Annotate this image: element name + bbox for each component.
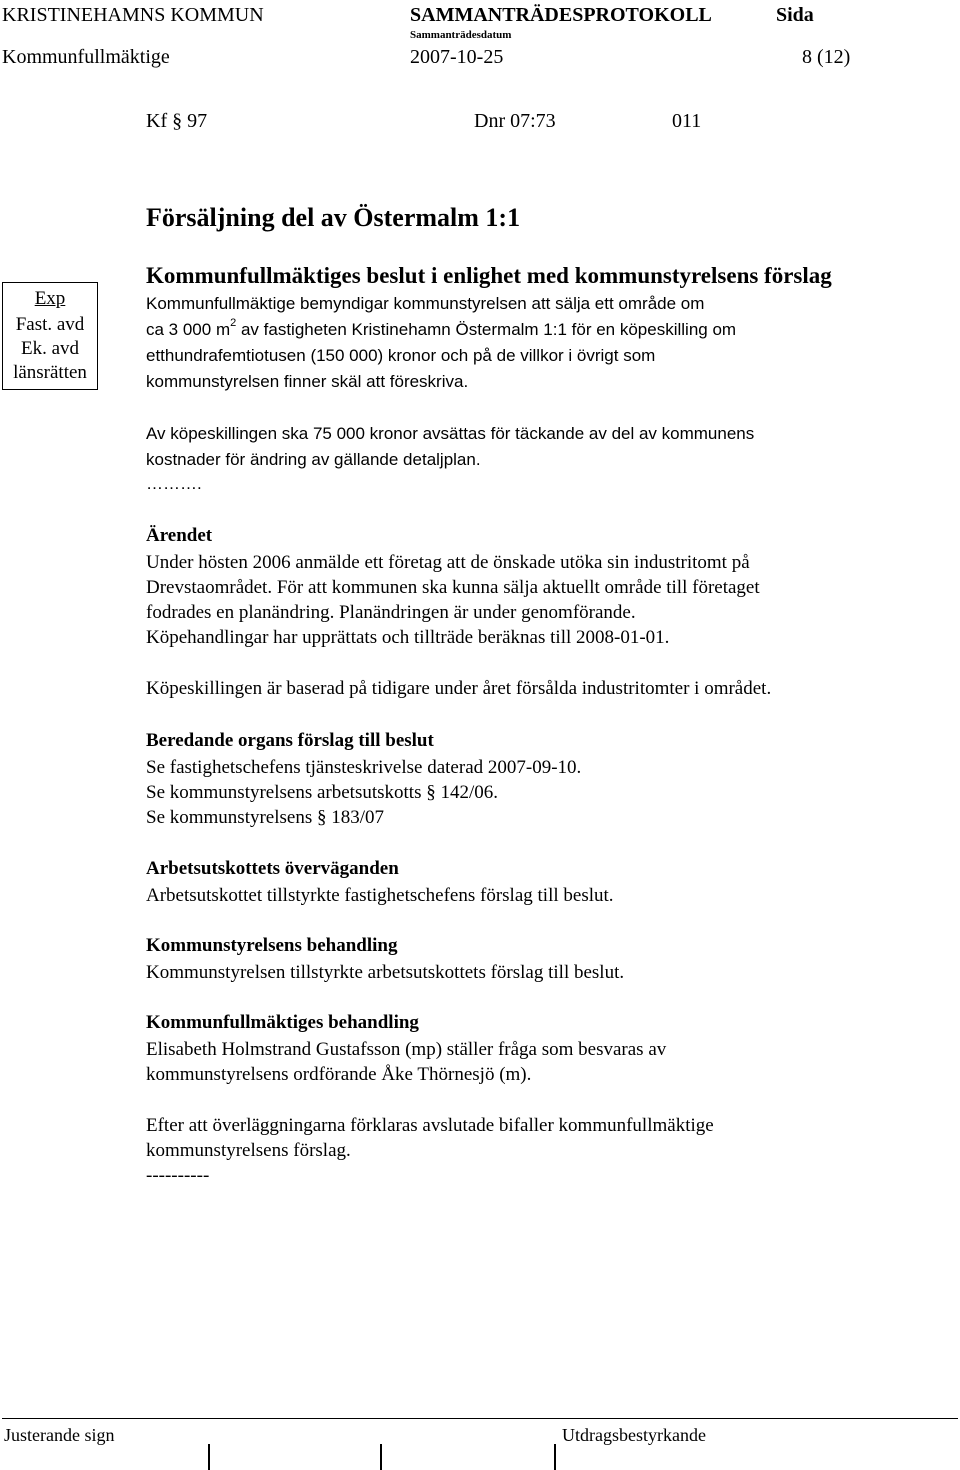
body-text: Se kommunstyrelsens arbetsutskotts § 142/06.	[146, 782, 499, 803]
distribution-item: Fast. avd	[15, 314, 85, 335]
distribution-box	[2, 282, 98, 390]
section-heading: Arbetsutskottets överväganden	[146, 858, 399, 879]
body-text: Elisabeth Holmstrand Gustafsson (mp) ställer fråga som besvaras av	[146, 1039, 667, 1060]
decision-text: kommunstyrelsen finner skäl att föreskriva.	[146, 372, 469, 391]
ellipsis: ……….	[146, 474, 202, 493]
classification-code: 011	[672, 110, 702, 132]
date-label: Sammanträdesdatum	[410, 29, 512, 41]
section-heading: Kommunstyrelsens behandling	[146, 935, 398, 956]
decision-text: ca 3 000 $m^2$ av fastigheten Kristinehamn Östermalm 1:1 för en köpeskilling om	[146, 317, 737, 339]
decision-text: etthundrafemtiotusen (150 000) kronor och på de villkor i övrigt som	[146, 346, 656, 365]
body-text: Under hösten 2006 anmälde ett företag att de önskade utöka sin industritomt på	[146, 552, 750, 573]
certification-label: Utdragsbestyrkande	[562, 1425, 706, 1445]
signature-field-divider	[380, 1444, 382, 1470]
decision-text: kostnader för ändring av gällande detaljplan.	[146, 450, 481, 469]
page-label: Sida	[776, 4, 814, 26]
body-text: fodrades en planändring. Planändringen är under genomförande.	[146, 602, 636, 623]
body-text: Arbetsutskottet tillstyrkte fastighetschefens förslag till beslut.	[146, 885, 614, 906]
decision-heading: Kommunfullmäktiges beslut i enlighet med kommunstyrelsens förslag	[146, 263, 832, 288]
body-text: Se kommunstyrelsens § 183/07	[146, 807, 385, 828]
footer-divider	[2, 1418, 958, 1419]
body-text: Köpeskillingen är baserad på tidigare under året försålda industritomter i området.	[146, 678, 772, 699]
distribution-item: länsrätten	[13, 362, 87, 383]
end-dashes: ----------	[146, 1165, 210, 1186]
signature-label: Justerande sign	[4, 1425, 115, 1445]
section-heading: Ärendet	[146, 525, 213, 546]
meeting-date: 2007-10-25	[410, 46, 504, 68]
body-text: kommunstyrelsens förslag.	[146, 1140, 351, 1161]
signature-field-divider	[554, 1444, 556, 1470]
document-type: SAMMANTRÄDESPROTOKOLL	[410, 4, 712, 26]
signature-field-divider	[208, 1444, 210, 1470]
page-title: Försäljning del av Östermalm 1:1	[146, 203, 521, 232]
body-text: Se fastighetschefens tjänsteskrivelse daterad 2007-09-10.	[146, 757, 582, 778]
municipality-name: KRISTINEHAMNS KOMMUN	[2, 4, 264, 26]
section-heading: Beredande organs förslag till beslut	[146, 730, 434, 751]
decision-text: Av köpeskillingen ska 75 000 kronor avsättas för täckande av del av kommunens	[146, 424, 755, 443]
paragraph-ref: Kf § 97	[146, 110, 208, 132]
body-name: Kommunfullmäktige	[2, 46, 170, 68]
distribution-item: Ek. avd	[20, 338, 80, 359]
section-heading: Kommunfullmäktiges behandling	[146, 1012, 419, 1033]
diary-number: Dnr 07:73	[474, 110, 556, 132]
decision-text: Kommunfullmäktige bemyndigar kommunstyrelsen att sälja ett område om	[146, 294, 705, 313]
page-number: 8 (12)	[802, 46, 851, 68]
body-text: Kommunstyrelsen tillstyrkte arbetsutskottets förslag till beslut.	[146, 962, 625, 983]
body-text: Köpehandlingar har upprättats och tillträde beräknas till 2008-01-01.	[146, 627, 670, 648]
exp-label: Exp	[34, 288, 66, 309]
body-text: Drevstaområdet. För att kommunen ska kunna sälja aktuellt område till företaget	[146, 577, 760, 598]
body-text: kommunstyrelsens ordförande Åke Thörnesjö (m).	[146, 1064, 532, 1085]
body-text: Efter att överläggningarna förklaras avslutade bifaller kommunfullmäktige	[146, 1115, 714, 1136]
